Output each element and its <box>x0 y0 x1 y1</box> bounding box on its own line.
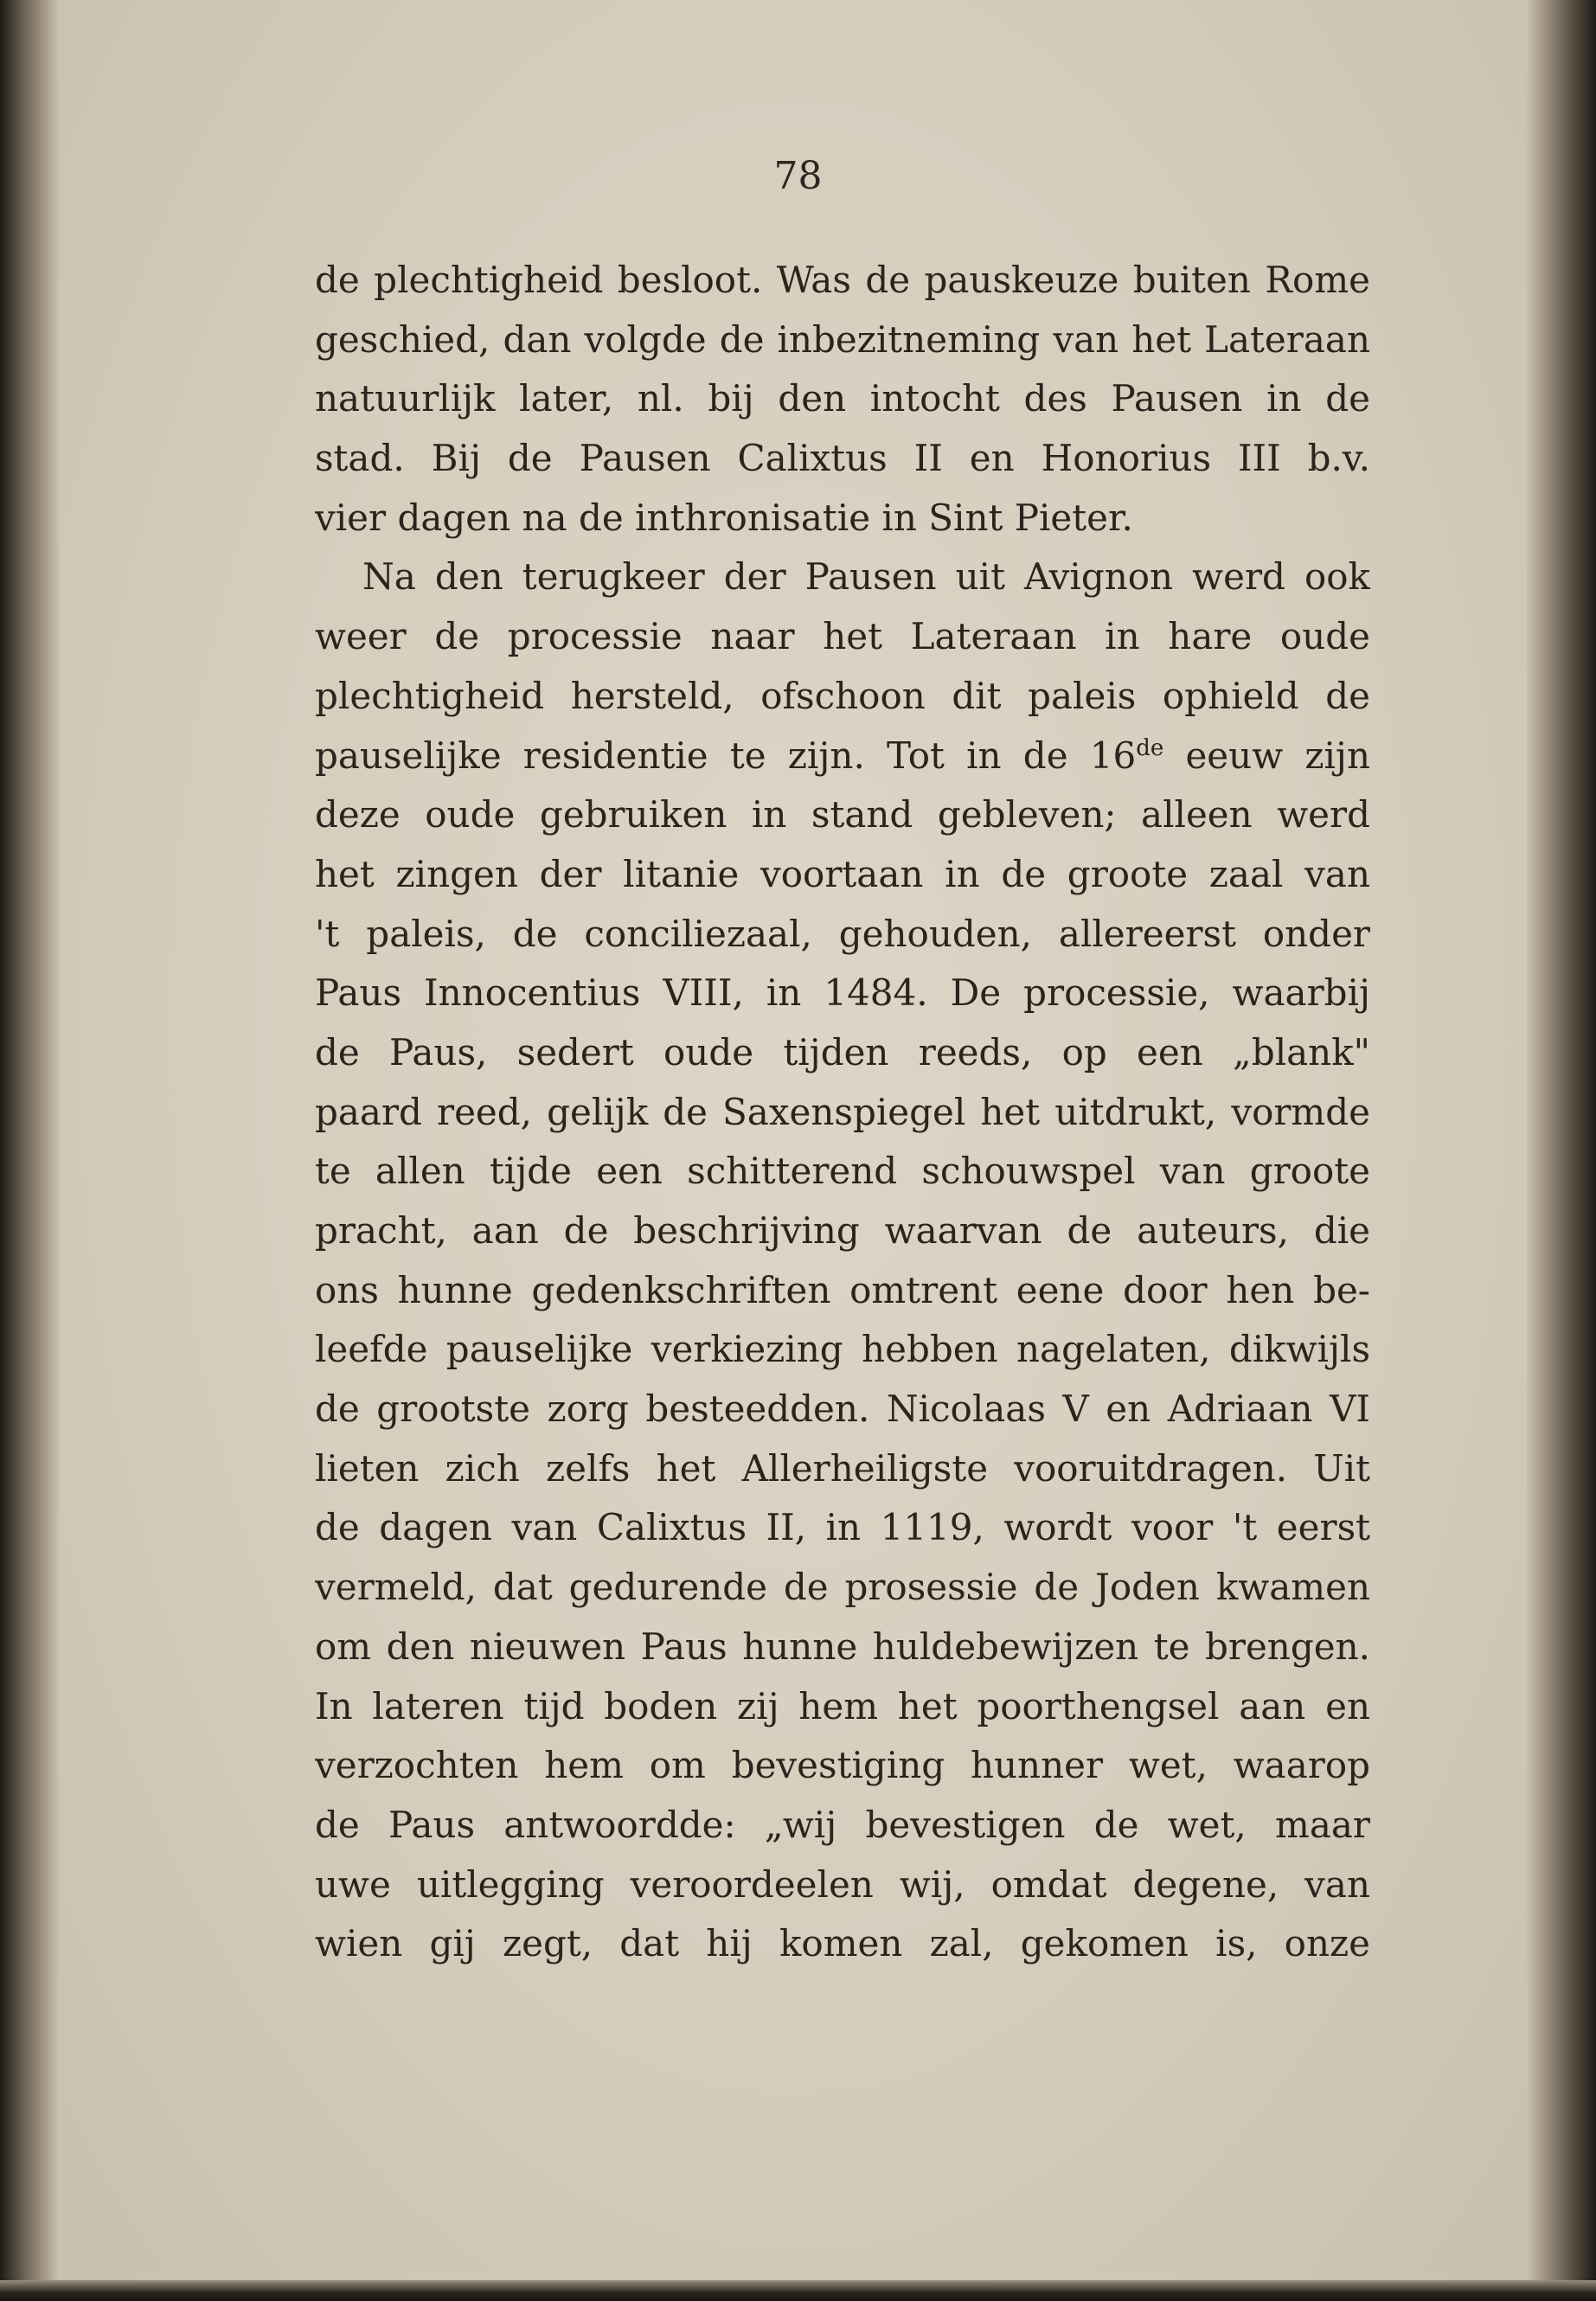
text-line: leefde pauselijke verkiezing hebben nagelaten, dikwijls <box>315 1328 1370 1371</box>
text-line: pracht, aan de beschrijving waarvan de auteurs, die <box>315 1209 1370 1252</box>
text-line: Na den terugkeer der Pausen uit Avignon werd ook <box>362 555 1370 599</box>
text-line: natuurlijk later, nl. bij den intocht des Pausen in de <box>315 377 1370 420</box>
text-line: In lateren tijd boden zij hem het poorthengsel aan en <box>315 1684 1370 1727</box>
page-number: 78 <box>773 154 823 198</box>
text-line: vermeld, dat gedurende de prosessie de Joden kwamen <box>315 1566 1370 1609</box>
text-line: de Paus, sedert oude tijden reeds, op een „blank" <box>315 1030 1370 1074</box>
book-edge-right <box>1527 0 1596 2301</box>
text-line: stad. Bij de Pausen Calixtus II en Honorius III b.v. <box>315 437 1370 480</box>
text-line: de Paus antwoordde: „wij bevestigen de wet, maar <box>315 1803 1370 1846</box>
text-line: lieten zich zelfs het Allerheiligste vooruitdragen. Uit <box>315 1446 1370 1490</box>
text-line: het zingen der litanie voortaan in de groote zaal van <box>315 852 1370 895</box>
text-line: om den nieuwen Paus hunne huldebewijzen te brengen. <box>315 1625 1370 1668</box>
text-line: paard reed, gelijk de Saxenspiegel het uitdrukt, vormde <box>315 1090 1370 1133</box>
text-line: te allen tijde een schitterend schouwspel van groote <box>315 1150 1370 1193</box>
text-line: plechtigheid hersteld, ofschoon dit paleis ophield de <box>315 674 1370 717</box>
text-line: geschied, dan volgde de inbezitneming van het Lateraan <box>315 317 1370 361</box>
text-line: Paus Innocentius VIII, in 1484. De processie, waarbij <box>315 971 1370 1015</box>
body-text <box>315 251 1370 1974</box>
ordinal-suffix: de <box>1136 734 1164 761</box>
book-edge-bottom <box>0 2280 1596 2301</box>
text-line: de grootste zorg besteedden. Nicolaas V en Adriaan VI <box>315 1388 1370 1431</box>
text-line: vier dagen na de inthronisatie in Sint Pieter. <box>315 496 1133 539</box>
text-line: 't paleis, de conciliezaal, gehouden, allereerst onder <box>315 912 1370 955</box>
text-line: weer de processie naar het Lateraan in hare oude <box>315 615 1370 658</box>
text-line: verzochten hem om bevestiging hunner wet, waarop <box>315 1744 1370 1787</box>
text-line: uwe uitlegging veroordeelen wij, omdat degene, van <box>315 1862 1370 1906</box>
text-line: deze oude gebruiken in stand gebleven; alleen werd <box>315 793 1370 836</box>
text-line: ons hunne gedenkschriften omtrent eene door hen be- <box>315 1268 1370 1311</box>
text-line: pauselijke residentie te zijn. Tot in de 16de eeuw zijn <box>315 734 1370 777</box>
text-line: de plechtigheid besloot. Was de pauskeuze buiten Rome <box>315 259 1370 301</box>
text-line: de dagen van Calixtus II, in 1119, wordt voor 't eerst <box>315 1506 1370 1549</box>
text-line: wien gij zegt, dat hij komen zal, gekomen is, onze <box>315 1922 1370 1965</box>
book-gutter-left <box>0 0 61 2301</box>
